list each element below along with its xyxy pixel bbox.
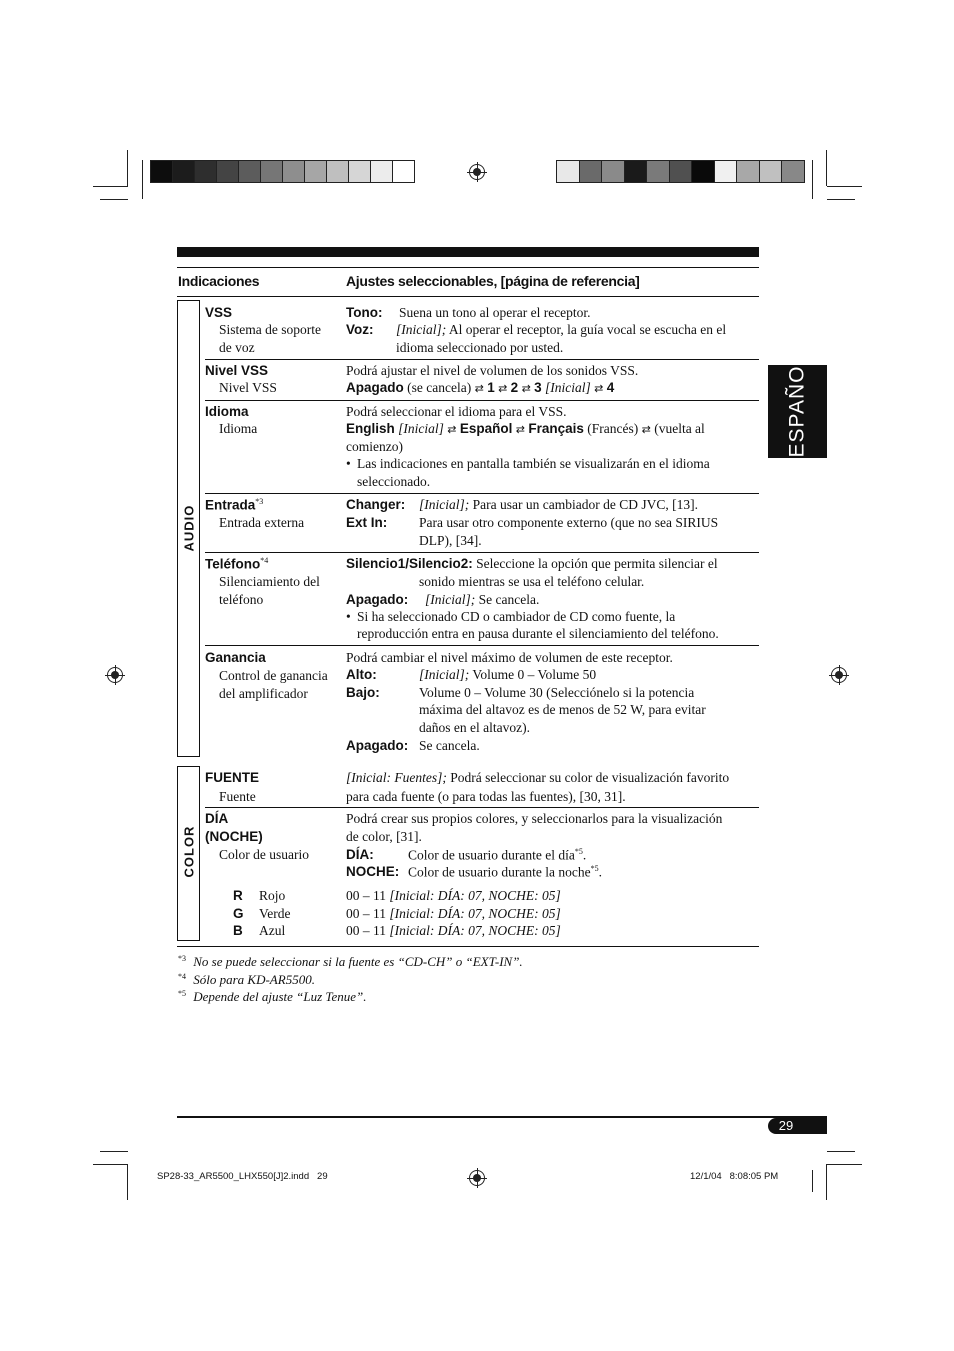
- option-key: Alto:: [346, 667, 377, 682]
- row-sublabel: Entrada externa: [219, 515, 305, 530]
- option-key: English: [346, 421, 395, 436]
- option-key: 1: [487, 380, 495, 395]
- row-sublabel: teléfono: [219, 592, 264, 607]
- color-swatch: [556, 160, 580, 183]
- footnote-mark: *4: [178, 972, 186, 981]
- option-key: Ext In:: [346, 515, 388, 530]
- footnote-ref: *4: [260, 556, 269, 565]
- crop-mark: [827, 186, 862, 187]
- crop-mark: [827, 199, 855, 200]
- audio-section-label: AUDIO: [181, 504, 197, 552]
- option-text: Para usar un cambiador de CD JVC, [13].: [472, 497, 698, 512]
- crop-mark: [812, 1170, 813, 1192]
- color-swatch: [781, 160, 805, 183]
- footnote: [178, 989, 366, 1005]
- option-text: (vuelta al: [654, 421, 705, 436]
- row-divider: [205, 552, 759, 553]
- table-bottom-rule: [177, 946, 759, 947]
- option-text: Color de usuario durante la noche: [408, 864, 591, 880]
- option-key: 4: [606, 380, 615, 395]
- option-initial: [Inicial]: [545, 380, 591, 395]
- header-rule-bottom: [177, 296, 759, 297]
- footnote-text: Sólo para KD-AR5500.: [193, 972, 315, 988]
- color-swatch: [714, 160, 738, 183]
- header-rule-top: [177, 267, 759, 268]
- registration-mark-icon: [107, 667, 123, 683]
- color-swatch: [348, 160, 371, 183]
- crop-mark: [827, 1151, 855, 1152]
- cycle-arrow-icon: ⇄: [594, 382, 604, 395]
- option-initial: [Inicial: Fuentes];: [346, 770, 447, 785]
- column-header-settings: Ajustes seleccionables, [página de referencia]: [346, 273, 640, 289]
- color-swatch: [624, 160, 648, 183]
- cycle-arrow-icon: ⇄: [521, 382, 531, 395]
- row-label: Ganancia: [205, 650, 266, 665]
- row-sublabel: Color de usuario: [219, 847, 309, 862]
- row-label: VSS: [205, 305, 233, 320]
- color-swatch: [304, 160, 327, 183]
- option-key: Apagado: [346, 380, 404, 395]
- row-sublabel: Fuente: [219, 789, 256, 804]
- cycle-arrow-icon: ⇄: [515, 423, 525, 436]
- footnote-mark: *5: [178, 989, 186, 998]
- color-section-label: COLOR: [181, 825, 197, 878]
- footnote: [178, 954, 523, 970]
- crop-mark: [127, 1164, 128, 1200]
- row-divider: [205, 493, 759, 494]
- column-header-indications: Indicaciones: [178, 273, 260, 289]
- option-text: DLP), [34].: [419, 533, 482, 548]
- option-text: Podrá cambiar el nivel máximo de volumen de este receptor.: [346, 650, 673, 665]
- crop-mark: [93, 186, 128, 187]
- color-swatch: [216, 160, 239, 183]
- row-sublabel: Control de ganancia: [219, 668, 328, 683]
- crop-mark: [100, 1151, 128, 1152]
- row-divider: [205, 400, 759, 401]
- rgb-name: Azul: [259, 923, 286, 938]
- option-key: 3: [534, 380, 542, 395]
- crop-mark: [827, 1164, 862, 1165]
- option-text: Suena un tono al operar el receptor.: [399, 305, 591, 320]
- option-key: 2: [510, 380, 519, 395]
- cycle-arrow-icon: ⇄: [447, 423, 457, 436]
- row-label: DÍA: [205, 811, 229, 826]
- option-text: Seleccione la opción que permita silenciar el: [476, 556, 718, 571]
- option-text: Podrá seleccionar el idioma para el VSS.: [346, 404, 567, 419]
- option-key: Apagado:: [346, 592, 409, 607]
- note-text: seleccionado.: [357, 474, 431, 489]
- crop-mark: [812, 160, 813, 199]
- rgb-name: Verde: [259, 906, 291, 921]
- footnote-ref: *5: [590, 864, 599, 873]
- row-divider: [205, 359, 759, 360]
- note-text: Si ha seleccionado CD o cambiador de CD como fuente, la: [357, 609, 676, 624]
- registration-mark-icon: [469, 164, 485, 180]
- option-text: comienzo): [346, 439, 403, 454]
- option-text: Podrá seleccionar su color de visualización favorito: [450, 770, 730, 785]
- option-initial: [Inicial];: [396, 322, 447, 337]
- option-key: Español: [459, 421, 513, 436]
- option-initial: [Inicial: DÍA: 07, NOCHE: 05]: [389, 888, 561, 903]
- punctuation: .: [582, 847, 587, 863]
- option-text: Podrá ajustar el nivel de volumen de los sonidos VSS.: [346, 363, 639, 378]
- option-key: Changer:: [346, 497, 406, 512]
- language-tab: [768, 352, 827, 458]
- option-text: (se cancela): [407, 380, 472, 395]
- page-number: 29: [778, 1118, 794, 1133]
- registration-mark-icon: [469, 1170, 485, 1186]
- option-key: NOCHE:: [346, 864, 400, 879]
- option-key: Bajo:: [346, 685, 380, 700]
- range-text: 00 – 11: [346, 923, 386, 938]
- row-label: Idioma: [205, 404, 249, 419]
- row-divider: [205, 645, 759, 646]
- option-key: Apagado:: [346, 738, 409, 753]
- crop-mark: [100, 199, 128, 200]
- option-text: Color de usuario durante el día: [408, 847, 575, 863]
- option-initial: [Inicial];: [425, 592, 476, 607]
- crop-mark: [93, 1164, 128, 1165]
- rgb-key: G: [233, 906, 244, 921]
- rgb-key: R: [233, 888, 243, 903]
- cycle-arrow-icon: ⇄: [641, 423, 651, 436]
- color-swatch: [326, 160, 349, 183]
- footnote-text: Depende del ajuste “Luz Tenue”.: [193, 989, 367, 1005]
- row-sublabel: Silenciamiento del: [219, 574, 320, 589]
- color-swatch: [238, 160, 261, 183]
- bullet: •: [346, 609, 351, 624]
- option-text: de color, [31].: [346, 829, 422, 844]
- color-swatch: [370, 160, 393, 183]
- option-text: para cada fuente (o para todas las fuentes), [30, 31].: [346, 789, 626, 804]
- punctuation: .: [598, 864, 602, 880]
- rgb-name: Rojo: [259, 888, 286, 903]
- color-swatch: [691, 160, 715, 183]
- row-divider: [205, 807, 759, 808]
- option-key: Silencio1/Silencio2:: [346, 556, 473, 571]
- range-text: 00 – 11: [346, 906, 386, 921]
- row-sublabel: Sistema de soporte: [219, 322, 321, 337]
- option-text: sonido mientras se usa el teléfono celular.: [419, 574, 645, 589]
- option-text: Para usar otro componente externo (que no sea SIRIUS: [419, 515, 719, 530]
- option-text: (Francés): [587, 421, 639, 436]
- note-text: Las indicaciones en pantalla también se visualizarán en el idioma: [357, 456, 710, 471]
- option-text: Volume 0 – Volume 30 (Selecciónelo si la potencia: [419, 685, 695, 700]
- bottom-rule: [177, 1116, 827, 1118]
- option-key: DÍA:: [346, 847, 374, 862]
- cycle-arrow-icon: ⇄: [498, 382, 508, 395]
- color-swatch: [150, 160, 173, 183]
- row-label: (NOCHE): [205, 829, 263, 844]
- rgb-key: B: [233, 923, 243, 938]
- bullet: •: [346, 456, 351, 471]
- option-text: Podrá crear sus propios colores, y seleccionarlos para la visualización: [346, 811, 723, 826]
- row-sublabel: Nivel VSS: [219, 380, 277, 395]
- color-swatch: [392, 160, 415, 183]
- option-key: Français: [528, 421, 584, 436]
- color-swatch: [646, 160, 670, 183]
- option-key: Voz:: [346, 322, 374, 337]
- footnote-mark: *3: [178, 954, 186, 963]
- language-tab-label: ESPAÑOL: [785, 352, 809, 458]
- row-sublabel: del amplificador: [219, 686, 308, 701]
- footnote-ref: *3: [255, 497, 264, 506]
- print-date-info: 12/1/04 8:08:05 PM: [690, 1171, 779, 1182]
- footnote: [178, 972, 315, 988]
- crop-mark: [826, 1164, 827, 1200]
- row-label: FUENTE: [205, 770, 259, 785]
- option-key: Tono:: [346, 305, 383, 320]
- color-swatch: [172, 160, 195, 183]
- color-swatch: [759, 160, 783, 183]
- color-swatch: [601, 160, 625, 183]
- option-text: idioma seleccionado por usted.: [396, 340, 564, 355]
- color-swatch: [282, 160, 305, 183]
- option-text: Se cancela.: [419, 738, 480, 753]
- page-number-tab: [768, 1118, 827, 1134]
- option-text: daños en el altavoz).: [419, 720, 530, 735]
- cycle-arrow-icon: ⇄: [474, 382, 484, 395]
- option-initial: [Inicial];: [419, 497, 470, 512]
- color-swatch: [194, 160, 217, 183]
- crop-mark: [127, 150, 128, 186]
- option-initial: [Inicial: DÍA: 07, NOCHE: 05]: [389, 906, 561, 921]
- footnote-ref: *5: [574, 847, 583, 856]
- print-file-info: SP28-33_AR5500_LHX550[J]2.indd 29: [157, 1171, 328, 1182]
- color-swatch: [669, 160, 693, 183]
- row-label: Teléfono: [205, 556, 261, 572]
- footnote-text: No se puede seleccionar si la fuente es “CD-CH” o “EXT-IN”.: [193, 954, 523, 970]
- row-label: Entrada: [205, 497, 256, 513]
- note-text: reproducción entra en pausa durante el silenciamiento del teléfono.: [357, 626, 719, 641]
- row-label: Nivel VSS: [205, 363, 269, 378]
- option-text: Volume 0 – Volume 50: [472, 667, 597, 682]
- row-sublabel: de voz: [219, 340, 255, 355]
- option-text: Al operar el receptor, la guía vocal se escucha en el: [448, 322, 727, 337]
- crop-mark: [826, 150, 827, 186]
- color-swatch: [736, 160, 760, 183]
- option-initial: [Inicial]: [398, 421, 444, 436]
- color-swatch: [260, 160, 283, 183]
- crop-mark: [142, 160, 143, 199]
- top-bar: [177, 247, 759, 257]
- option-text: Se cancela.: [478, 592, 540, 607]
- row-sublabel: Idioma: [219, 421, 258, 436]
- color-swatch: [579, 160, 603, 183]
- option-initial: [Inicial: DÍA: 07, NOCHE: 05]: [389, 923, 561, 938]
- range-text: 00 – 11: [346, 888, 386, 903]
- option-initial: [Inicial];: [419, 667, 470, 682]
- option-text: máxima del altavoz es de menos de 52 W, para evitar: [419, 702, 706, 717]
- registration-mark-icon: [831, 667, 847, 683]
